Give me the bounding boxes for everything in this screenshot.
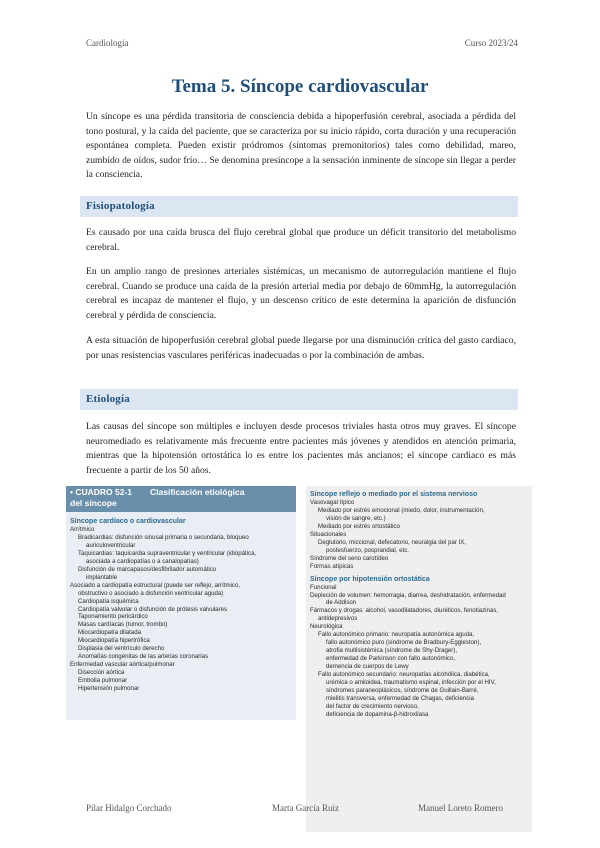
figure-list-item: fallo autonómico puro (síndrome de Bradbury-Eggleston),	[326, 639, 482, 647]
figure-list-item: Deglutorio, miccional, defecatorio, neuralgia del par IX,	[318, 538, 467, 546]
figure-list-item: postesfuerzo, posprandial, etc.	[326, 546, 409, 554]
figure-right-list-2	[310, 584, 528, 719]
figure-list-item: demencia de cuerpos de Lewy	[326, 663, 409, 671]
etiologia-paragraph-1: Las causas del síncope son múltiples e incluyen desde procesos triviales hasta otros muy graves. El síncope neuromediado es relativamente más frecuente entre pacientes más jóvenes y atendidos en atención primaria, mientras que la hipotensión ortostática lo es entre los pacientes más ancianos; el síncope cardiaco es más frecuente a partir de los 50 años.	[86, 421, 516, 476]
figure-list-item: Mediado por estrés ortostático	[318, 522, 400, 530]
fisiopatologia-paragraph-3: A esta situación de hipoperfusión cerebral global puede llegarse por una disminución crítica del gasto cardiaco, por unas resistencias vasculares periféricas inadecuadas o por la combinación de ambas.	[86, 335, 516, 361]
figure-right-list-1	[310, 499, 528, 571]
figure-list-item: atrofia multisistémica (síndrome de Shy-Drager),	[326, 647, 458, 655]
figure-list-item: Embolia pulmonar	[78, 677, 128, 685]
intro-paragraph: Un síncope es una pérdida transitoria de consciencia debida a hipoperfusión cerebral, asociada a pérdida del tono postural, y la caída del paciente, que se caracteriza por su inicio rápido, corta duración y una recuperación espontánea completa. Pueden existir pródromos (síntomas premonitorios) tales como debilidad, mareo, zumbido de oídos, sudor frío… Se denomina presíncope a la sensación inminente de síncope sin llegar a perder la consciencia.	[86, 111, 516, 181]
figure-classification-right	[306, 486, 532, 832]
figure-list-item: Taponamiento pericárdico	[78, 613, 148, 621]
figure-list-item: Asociado a cardiopatía estructural (puede ser reflejo, arrítmico,	[70, 581, 241, 589]
figure-list-item: visión de sangre, etc.)	[326, 514, 386, 522]
page-title: Tema 5. Síncope cardiovascular	[171, 76, 429, 97]
footer-author-1: Pilar Hidalgo Corchado	[86, 803, 172, 813]
figure-list-item: Disección aórtica	[78, 669, 125, 677]
figure-list-item: urémica o amiloidea, traumatismo espinal, infección por el HIV,	[326, 679, 496, 687]
figure-title-line1: Clasificación etiológica	[150, 487, 245, 497]
figure-title-line2: del síncope	[70, 498, 117, 508]
figure-list-item: obstructivo o asociado a disfunción ventricular aguda)	[78, 589, 224, 597]
figure-list-item: del factor de crecimiento nervioso,	[326, 702, 419, 710]
figure-list-item: Displasia del ventrículo derecho	[78, 645, 165, 653]
figure-list-item: Fallo autonómico primario: neuropatía autonómica aguda,	[318, 631, 475, 639]
figure-classification-left	[66, 486, 296, 720]
figure-list-item: deficiencia de dopamina-β-hidroxilasa	[326, 710, 429, 718]
fisiopatologia-paragraph-1: Es causado por una caída brusca del flujo cerebral global que produce un déficit transitorio del metabolismo cerebral.	[86, 227, 516, 253]
figure-list-item: Bradicardias: disfunción sinusal primaria o secundaria, bloqueo	[78, 533, 249, 541]
figure-list-item: antidepresivos	[318, 615, 358, 623]
section-fisiopatologia-title: Fisiopatología	[86, 200, 155, 212]
section-etiologia-header	[80, 389, 518, 410]
figure-list-item: Vasovagal típico	[310, 499, 355, 506]
figure-list-item: Situacionales	[310, 530, 347, 538]
header-course-year: Curso 2023/24	[464, 38, 518, 48]
figure-list-item: mielitis transversa, enfermedad de Chagas, deficiencia	[326, 694, 475, 702]
figure-list-item: síndromes paraneoplásicos, síndrome de Guillain-Barré,	[326, 686, 479, 694]
figure-list-item: Taquicardias: taquicardia supraventricular y ventricular (idiopática,	[78, 549, 257, 557]
figure-list-item: auriculoventricular	[86, 541, 136, 549]
figure-list-item: Mediado por estrés emocional (miedo, dolor, instrumentación,	[318, 506, 485, 514]
figure-left-subtitle: Síncope cardíaco o cardiovascular	[70, 518, 186, 525]
figure-list-item: Hipertensión pulmonar	[78, 685, 140, 693]
figure-list-item: Masas cardíacas (tumor, trombo)	[78, 621, 168, 629]
figure-list-item: asociada a cardiopatías o a canalopatías)	[86, 557, 199, 565]
figure-list-item: de Addison	[326, 599, 357, 607]
figure-list-item: enfermedad de Parkinson con fallo autonómico,	[326, 655, 456, 663]
figure-right-subtitle-1: Síncope reflejo o mediado por el sistema nervioso	[310, 491, 478, 498]
section-fisiopatologia-header	[80, 196, 518, 217]
figure-list-item: Neurológica	[310, 623, 343, 631]
figure-list-item: Formas atípicas	[310, 562, 354, 570]
figure-list-item: Disfunción de marcapasos/desfibrilador automático	[78, 565, 217, 573]
figure-list-item: Depleción de volumen: hemorragia, diarrea, deshidratación, enfermedad	[310, 591, 506, 599]
figure-list-item: Síndrome del seno carotídeo	[310, 554, 389, 562]
figure-tag: • CUADRO 52-1	[70, 487, 133, 497]
figure-list-item: Anomalías congénitas de las arterias coronarias	[78, 653, 209, 661]
header-course-name: Cardiología	[86, 38, 129, 48]
figure-left-list	[70, 526, 292, 693]
footer-author-3: Manuel Loreto Romero	[418, 803, 503, 813]
figure-list-item: Arrítmico	[70, 526, 95, 533]
figure-list-item: Miocardiopatía hipertrófica	[78, 637, 150, 645]
figure-list-item: Enfermedad vascular aórtica/pulmonar	[70, 661, 175, 669]
figure-list-item: Fármacos y drogas: alcohol, vasodilatadores, diuréticos, fenotiazinas,	[310, 607, 498, 615]
figure-title-bar	[66, 486, 296, 512]
figure-list-item: Cardiopatía isquémica	[78, 597, 139, 605]
figure-list-item: Cardiopatía valvular o disfunción de prótesis valvulares	[78, 605, 228, 613]
figure-right-subtitle-2: Síncope por hipotensión ortostática	[310, 575, 430, 583]
footer-author-2: Marta García Ruiz	[272, 803, 339, 813]
fisiopatologia-paragraph-2: En un amplio rango de presiones arteriales sistémicas, un mecanismo de autorregulación mantiene el flujo cerebral. Cuando se produce una caída de la presión arterial media por debajo de 60mmHg, la autorregulación cerebral es incapaz de mantener el flujo, y un descenso crítico de este determina la aparición de disfunción cerebral y pérdida de consciencia.	[86, 266, 516, 321]
figure-list-item: Miocardiopatía dilatada	[78, 629, 142, 637]
figure-list-item: Funcional	[310, 583, 337, 591]
figure-list-item: Fallo autonómico secundario: neuropatías alcohólica, diabética,	[318, 671, 490, 679]
figure-list-item: implantable	[86, 573, 118, 581]
section-etiologia-title: Etiología	[86, 393, 130, 405]
